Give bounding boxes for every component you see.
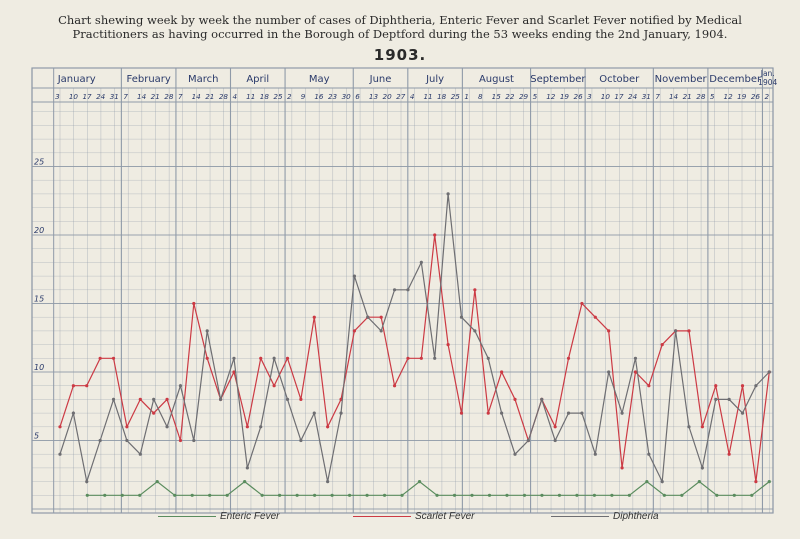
week-label: 11 — [246, 92, 256, 101]
data-point-enteric — [435, 494, 438, 497]
week-label: 14 — [191, 92, 201, 101]
chart-frame — [32, 68, 773, 513]
data-point-diphtheria — [500, 412, 503, 415]
week-label: 30 — [341, 92, 351, 101]
legend-enteric-swatch — [158, 516, 216, 517]
week-label: 28 — [164, 92, 174, 101]
data-point-scarlet — [647, 384, 650, 387]
data-point-enteric — [243, 480, 246, 483]
data-point-diphtheria — [313, 412, 316, 415]
data-point-enteric — [628, 494, 631, 497]
week-label: 31 — [109, 92, 119, 101]
month-label: May — [308, 74, 330, 85]
data-point-diphtheria — [326, 480, 329, 483]
week-label: 7 — [177, 92, 183, 101]
data-point-scarlet — [85, 384, 88, 387]
data-point-scarlet — [139, 398, 142, 401]
data-point-scarlet — [754, 480, 757, 483]
week-label: 26 — [573, 92, 583, 101]
data-point-enteric — [540, 494, 543, 497]
week-label: 22 — [505, 92, 515, 101]
week-label: 13 — [368, 92, 379, 101]
data-point-enteric — [191, 494, 194, 497]
month-label: September — [530, 74, 586, 85]
legend-scarlet-swatch — [353, 516, 411, 517]
data-point-enteric — [750, 494, 753, 497]
data-point-enteric — [103, 494, 106, 497]
week-label: 19 — [559, 92, 570, 101]
data-point-enteric — [488, 494, 491, 497]
data-point-diphtheria — [380, 329, 383, 332]
month-label: 1904 — [758, 78, 778, 87]
data-point-enteric — [663, 494, 666, 497]
week-label: 24 — [628, 92, 638, 101]
data-point-diphtheria — [741, 412, 744, 415]
data-point-diphtheria — [620, 412, 623, 415]
data-point-scarlet — [299, 398, 302, 401]
week-label: 9 — [300, 92, 306, 101]
data-point-enteric — [261, 494, 264, 497]
legend-diphtheria-swatch — [551, 516, 609, 517]
data-point-enteric — [645, 480, 648, 483]
data-point-diphtheria — [192, 439, 195, 442]
data-point-diphtheria — [139, 453, 142, 456]
data-point-enteric — [505, 494, 508, 497]
week-label: 5 — [532, 92, 538, 101]
data-point-enteric — [365, 494, 368, 497]
week-label: 25 — [273, 92, 283, 101]
week-label: 18 — [259, 92, 269, 101]
data-point-scarlet — [513, 398, 516, 401]
data-point-enteric — [575, 494, 578, 497]
data-point-scarlet — [246, 425, 249, 428]
legend-diphtheria-label: Diphtheria — [613, 511, 659, 522]
data-point-enteric — [138, 494, 141, 497]
data-point-scarlet — [420, 357, 423, 360]
data-point-diphtheria — [567, 412, 570, 415]
week-label: 21 — [150, 92, 160, 101]
week-label: 27 — [396, 92, 406, 101]
data-point-scarlet — [179, 439, 182, 442]
data-point-diphtheria — [701, 466, 704, 469]
data-point-scarlet — [152, 412, 155, 415]
week-label: 29 — [518, 92, 529, 101]
week-label: 7 — [655, 92, 660, 101]
data-point-diphtheria — [152, 398, 155, 401]
data-point-diphtheria — [393, 288, 396, 291]
week-label: 14 — [668, 92, 679, 101]
week-label: 14 — [137, 92, 147, 101]
data-point-diphtheria — [487, 357, 490, 360]
data-point-enteric — [383, 494, 386, 497]
week-label: 15 — [491, 92, 501, 101]
month-label: November — [654, 74, 707, 85]
data-point-diphtheria — [112, 398, 115, 401]
week-label: 10 — [600, 92, 610, 101]
data-point-scarlet — [99, 357, 102, 360]
data-point-enteric — [680, 494, 683, 497]
week-label: 28 — [218, 92, 229, 101]
y-tick-label: 10 — [34, 363, 45, 372]
data-point-diphtheria — [286, 398, 289, 401]
data-point-enteric — [278, 494, 281, 497]
data-point-scarlet — [741, 384, 744, 387]
data-point-diphtheria — [259, 425, 262, 428]
data-point-scarlet — [500, 370, 503, 373]
data-point-diphtheria — [125, 439, 128, 442]
data-point-enteric — [313, 494, 316, 497]
week-label: 6 — [355, 92, 360, 101]
data-point-enteric — [418, 480, 421, 483]
data-point-enteric — [348, 494, 351, 497]
data-point-enteric — [331, 494, 334, 497]
data-point-diphtheria — [580, 412, 583, 415]
data-point-diphtheria — [446, 192, 449, 195]
data-point-diphtheria — [232, 357, 235, 360]
data-point-enteric — [173, 494, 176, 497]
week-label: 21 — [205, 92, 215, 101]
data-point-scarlet — [567, 357, 570, 360]
week-label: 26 — [750, 92, 760, 101]
data-point-diphtheria — [219, 398, 222, 401]
data-point-enteric — [768, 480, 771, 483]
data-point-scarlet — [286, 357, 289, 360]
week-label: 3 — [587, 92, 592, 101]
month-label: January — [57, 74, 96, 85]
data-point-diphtheria — [540, 398, 543, 401]
data-point-scarlet — [554, 425, 557, 428]
data-point-enteric — [698, 480, 701, 483]
data-point-scarlet — [313, 316, 316, 319]
data-point-diphtheria — [594, 453, 597, 456]
data-point-enteric — [121, 494, 124, 497]
data-point-enteric — [226, 494, 229, 497]
week-label: 23 — [327, 92, 338, 101]
legend-diphtheria — [551, 511, 659, 522]
week-label: 16 — [314, 92, 324, 101]
month-label: October — [599, 74, 640, 85]
data-point-scarlet — [487, 412, 490, 415]
y-tick-label: 20 — [34, 226, 45, 235]
data-point-scarlet — [701, 425, 704, 428]
week-label: 20 — [382, 92, 392, 101]
month-label: April — [246, 74, 270, 85]
data-point-scarlet — [460, 412, 463, 415]
week-label: 5 — [709, 92, 715, 101]
data-point-diphtheria — [406, 288, 409, 291]
y-tick-label: 5 — [34, 431, 40, 441]
legend-enteric — [158, 511, 279, 522]
data-point-diphtheria — [366, 316, 369, 319]
data-point-scarlet — [380, 316, 383, 319]
data-point-enteric — [208, 494, 211, 497]
data-point-enteric — [156, 480, 159, 483]
data-point-scarlet — [112, 357, 115, 360]
data-point-diphtheria — [72, 412, 75, 415]
week-label: 8 — [478, 92, 483, 101]
data-point-diphtheria — [339, 412, 342, 415]
data-point-scarlet — [125, 425, 128, 428]
data-point-scarlet — [58, 425, 61, 428]
data-point-diphtheria — [99, 439, 102, 442]
data-point-diphtheria — [661, 480, 664, 483]
data-point-enteric — [296, 494, 299, 497]
data-point-diphtheria — [634, 357, 637, 360]
data-point-diphtheria — [179, 384, 182, 387]
data-point-diphtheria — [714, 398, 717, 401]
data-point-diphtheria — [460, 316, 463, 319]
data-point-diphtheria — [647, 453, 650, 456]
data-point-diphtheria — [353, 275, 356, 278]
data-point-enteric — [733, 494, 736, 497]
week-label: 4 — [232, 92, 238, 101]
data-point-diphtheria — [607, 370, 610, 373]
data-point-scarlet — [433, 233, 436, 236]
week-label: 18 — [437, 92, 447, 101]
chart-year: 1903. — [373, 46, 427, 64]
data-point-scarlet — [714, 384, 717, 387]
data-point-diphtheria — [754, 384, 757, 387]
week-label: 21 — [682, 92, 692, 101]
data-point-diphtheria — [527, 439, 530, 442]
data-point-diphtheria — [513, 453, 516, 456]
data-point-scarlet — [326, 425, 329, 428]
week-label: 12 — [546, 92, 556, 101]
chart-title: Chart shewing week by week the number of cases of Diphtheria, Enteric Fever and Scarlet Fever notified by Medical Practitioners as having occurred in the Borough of Deptford during the 53 weeks ending the 2nd January, 1904. — [58, 13, 742, 41]
data-point-scarlet — [728, 453, 731, 456]
week-label: 19 — [737, 92, 747, 101]
data-point-enteric — [558, 494, 561, 497]
data-point-enteric — [400, 494, 403, 497]
data-point-scarlet — [634, 370, 637, 373]
data-point-diphtheria — [433, 357, 436, 360]
data-point-enteric — [715, 494, 718, 497]
data-point-diphtheria — [473, 329, 476, 332]
y-tick-label: 25 — [34, 157, 45, 167]
data-point-diphtheria — [85, 480, 88, 483]
data-point-diphtheria — [687, 425, 690, 428]
week-label: 25 — [450, 92, 460, 101]
week-label: 17 — [82, 92, 92, 101]
week-label: 28 — [696, 92, 706, 101]
data-point-diphtheria — [273, 357, 276, 360]
data-point-scarlet — [620, 466, 623, 469]
week-label: 31 — [641, 92, 651, 101]
month-label: March — [187, 74, 219, 85]
legend-scarlet-label: Scarlet Fever — [415, 511, 475, 522]
data-point-enteric — [86, 494, 89, 497]
week-label: 2 — [764, 92, 770, 101]
data-point-scarlet — [273, 384, 276, 387]
week-label: 12 — [723, 92, 733, 101]
month-label: August — [478, 74, 514, 85]
month-label: July — [426, 74, 445, 85]
data-point-diphtheria — [58, 453, 61, 456]
month-label: February — [126, 74, 171, 85]
month-label: December — [709, 74, 762, 85]
data-point-scarlet — [192, 302, 195, 305]
data-point-scarlet — [393, 384, 396, 387]
week-label: 11 — [423, 92, 433, 101]
data-point-diphtheria — [674, 329, 677, 332]
week-label: 2 — [287, 92, 292, 101]
legend-scarlet — [353, 511, 474, 522]
data-point-scarlet — [206, 357, 209, 360]
week-label: 17 — [614, 92, 624, 101]
week-label: 10 — [68, 92, 78, 101]
week-label: 24 — [96, 92, 106, 101]
data-point-scarlet — [607, 329, 610, 332]
data-point-scarlet — [259, 357, 262, 360]
data-point-scarlet — [446, 343, 449, 346]
data-point-diphtheria — [728, 398, 731, 401]
week-label: 1 — [464, 92, 469, 101]
data-point-enteric — [523, 494, 526, 497]
data-point-scarlet — [473, 288, 476, 291]
data-point-enteric — [610, 494, 613, 497]
data-point-diphtheria — [299, 439, 302, 442]
data-point-diphtheria — [768, 370, 771, 373]
data-point-diphtheria — [206, 329, 209, 332]
data-point-diphtheria — [165, 425, 168, 428]
data-point-enteric — [470, 494, 473, 497]
month-label: June — [369, 74, 392, 85]
legend-enteric-label: Enteric Fever — [220, 511, 280, 522]
data-point-diphtheria — [554, 439, 557, 442]
month-label: Jan. — [760, 69, 775, 78]
data-point-scarlet — [594, 316, 597, 319]
week-label: 3 — [55, 92, 60, 101]
data-point-scarlet — [165, 398, 168, 401]
data-point-enteric — [453, 494, 456, 497]
data-point-diphtheria — [246, 466, 249, 469]
data-point-diphtheria — [420, 261, 423, 264]
data-point-enteric — [593, 494, 596, 497]
data-point-scarlet — [72, 384, 75, 387]
y-tick-label: 15 — [34, 294, 45, 304]
data-point-scarlet — [661, 343, 664, 346]
week-label: 4 — [409, 92, 415, 101]
data-point-scarlet — [687, 329, 690, 332]
data-point-scarlet — [406, 357, 409, 360]
data-point-scarlet — [580, 302, 583, 305]
data-point-scarlet — [353, 329, 356, 332]
week-label: 7 — [123, 92, 128, 101]
